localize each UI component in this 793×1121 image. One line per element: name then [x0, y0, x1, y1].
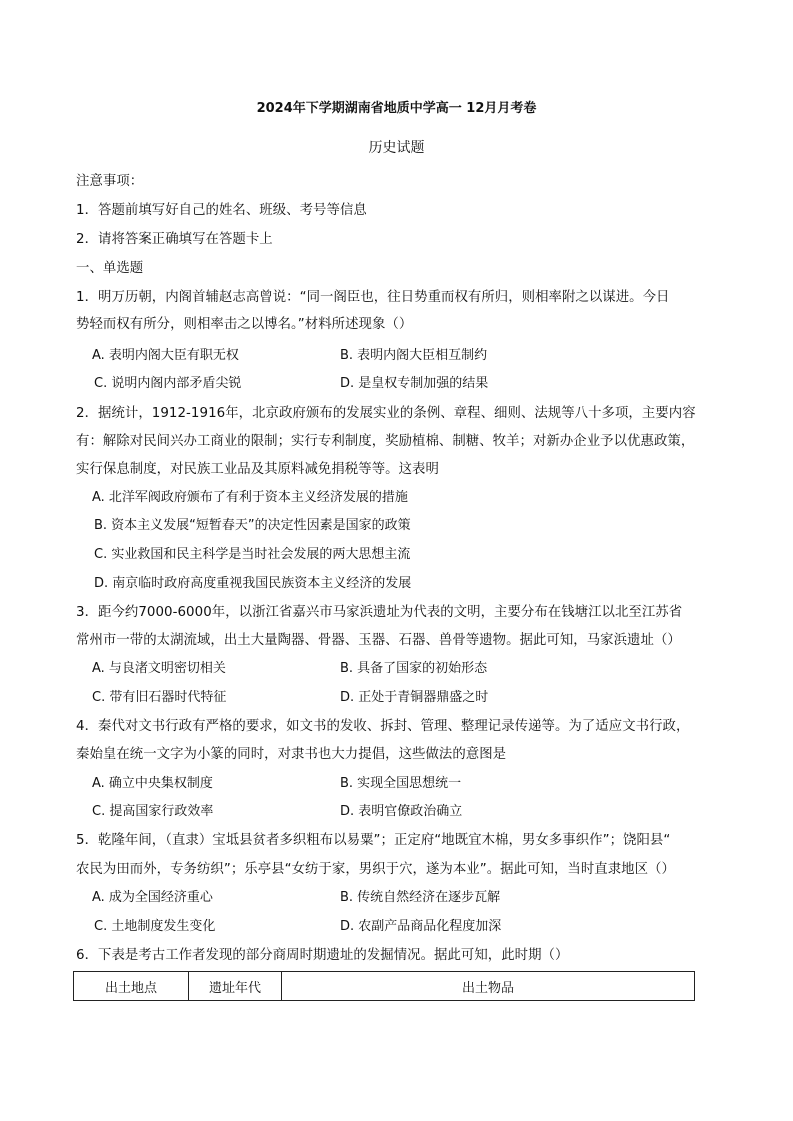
question-text: 3．距今约7000-6000年，以浙江省嘉兴市马家浜遗址为代表的文明，主要分布在钱塘江以北至江苏省	[76, 605, 683, 620]
option-a: A. 北洋军阀政府颁布了有利于资本主义经济发展的措施	[92, 490, 408, 505]
question-text: 2．据统计，1912-1916年，北京政府颁布的发展实业的条例、章程、细则、法规等八十多项，主要内容	[76, 406, 696, 421]
table-header-location: 出土地点	[74, 972, 189, 1000]
option-c: C. 提高国家行政效率	[92, 804, 214, 819]
question-text: 秦始皇在统一文字为小篆的同时，对隶书也大力提倡，这些做法的意图是	[76, 747, 507, 762]
option-b: B. 表明内阁大臣相互制约	[340, 348, 488, 363]
question-text: 实行保息制度，对民族工业品及其原料减免捐税等等。这表明	[76, 462, 439, 477]
option-a: A. 表明内阁大臣有职无权	[92, 348, 239, 363]
option-d: D. 南京临时政府高度重视我国民族资本主义经济的发展	[94, 576, 412, 591]
option-b: B. 资本主义发展“短暂春天”的决定性因素是国家的政策	[94, 518, 411, 533]
exam-title: 2024年下学期湖南省地质中学高一 12月月考卷	[256, 101, 537, 116]
artifact-table	[73, 971, 695, 1001]
option-a: A. 成为全国经济重心	[92, 890, 213, 905]
table-header-era: 遗址年代	[189, 972, 282, 1000]
option-d: D. 是皇权专制加强的结果	[340, 376, 489, 391]
question-text: 1．明万历朝，内阁首辅赵志高曾说：“同一阁臣也，往日势重而权有所归，则相率附之以谋进。今日	[76, 290, 670, 305]
notice-heading: 注意事项：	[76, 174, 144, 189]
option-c: C. 实业救国和民主科学是当时社会发展的两大思想主流	[94, 547, 411, 562]
question-text: 常州市一带的太湖流域，出土大量陶器、骨器、玉器、石器、兽骨等遗物。据此可知，马家浜遗址（）	[76, 633, 681, 648]
option-b: B. 具备了国家的初始形态	[340, 661, 488, 676]
question-text: 势轻而权有所分，则相率击之以博名。”材料所述现象（）	[76, 317, 413, 332]
question-text: 农民为田而外，专务纺织”；乐亭县“女纺于家，男织于穴，遂为本业”。据此可知，当时直隶地区（）	[76, 862, 675, 877]
section-heading: 一、单选题	[76, 261, 144, 276]
notice-item: 1．答题前填写好自己的姓名、班级、考号等信息	[76, 203, 367, 218]
option-c: C. 带有旧石器时代特征	[92, 690, 227, 705]
option-d: D. 农副产品商品化程度加深	[340, 919, 502, 934]
table-header-items: 出土物品	[461, 980, 514, 996]
option-b: B. 实现全国思想统一	[340, 776, 462, 791]
question-text: 4．秦代对文书行政有严格的要求，如文书的发收、拆封、管理、整理记录传递等。为了适应文书行政，	[76, 719, 690, 734]
option-c: C. 说明内阁内部矛盾尖锐	[94, 376, 242, 391]
notice-item: 2．请将答案正确填写在答题卡上	[76, 232, 273, 247]
exam-subject: 历史试题	[368, 140, 425, 156]
question-text: 有：解除对民间兴办工商业的限制；实行专利制度，奖励植棉、制糖、牧羊；对新办企业予以优惠政策，	[76, 434, 695, 449]
option-a: A. 确立中央集权制度	[92, 776, 213, 791]
question-text: 6．下表是考古工作者发现的部分商周时期遗址的发掘情况。据此可知，此时期（）	[76, 948, 569, 963]
option-d: D. 正处于青铜器鼎盛之时	[340, 690, 489, 705]
question-text: 5．乾隆年间，（直隶）宝坻县贫者多织粗布以易粟”；正定府“地既宜木棉，男女多事织作”；饶阳县“	[76, 833, 671, 848]
option-a: A. 与良渚文明密切相关	[92, 661, 226, 676]
option-b: B. 传统自然经济在逐步瓦解	[340, 890, 501, 905]
option-c: C. 土地制度发生变化	[94, 919, 216, 934]
option-d: D. 表明官僚政治确立	[340, 804, 463, 819]
